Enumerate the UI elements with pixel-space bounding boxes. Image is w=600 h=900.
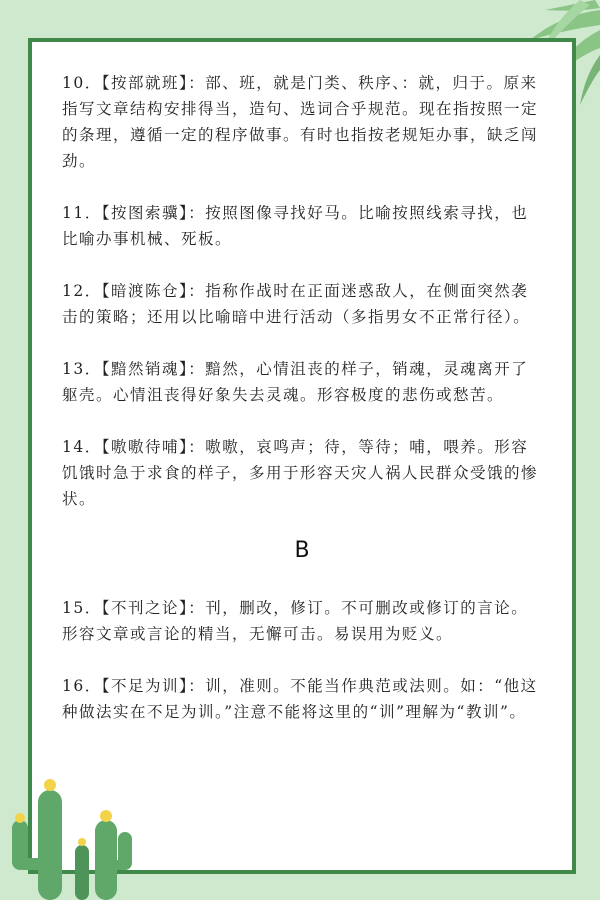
idiom-entry: 11．【按图索骥】：按照图像寻找好马。比喻按照线索寻找，也比喻办事机械、死板。 bbox=[62, 204, 529, 248]
idiom-entry: 12．【暗渡陈仓】：指称作战时在正面迷惑敌人，在侧面突然袭击的策略；还用以比喻暗中进行活动（多指男女不正常行径）。 bbox=[62, 282, 531, 326]
content-card bbox=[28, 38, 576, 874]
idiom-entry: 10．【按部就班】：部、班，就是门类、秩序、：就，归于。原来指写文章结构安排得当，造句、选词合乎规范。现在指按照一定的条理，遵循一定的程序做事。有时也指按老规矩办事，缺乏闯劲。 bbox=[62, 74, 539, 170]
section-letter: B bbox=[294, 538, 310, 563]
idiom-entry: 16．【不足为训】：训，准则。不能当作典范或法则。如：“他这种做法实在不足为训。”注意不能将这里的“训”理解为“教训”。 bbox=[62, 677, 538, 721]
idiom-list bbox=[62, 70, 542, 751]
idiom-entry: 14．【嗷嗷待哺】：嗷嗷，哀鸣声；待，等待；哺，喂养。形容饥饿时急于求食的样子，多用于形容天灾人祸人民群众受饿的惨状。 bbox=[62, 438, 539, 508]
idiom-entry: 13．【黯然销魂】：黯然，心情沮丧的样子，销魂，灵魂离开了躯壳。心情沮丧得好象失去灵魂。形容极度的悲伤或愁苦。 bbox=[62, 360, 529, 404]
idiom-entry: 15．【不刊之论】：刊，删改，修订。不可删改或修订的言论。形容文章或言论的精当，无懈可击。易误用为贬义。 bbox=[62, 599, 529, 643]
